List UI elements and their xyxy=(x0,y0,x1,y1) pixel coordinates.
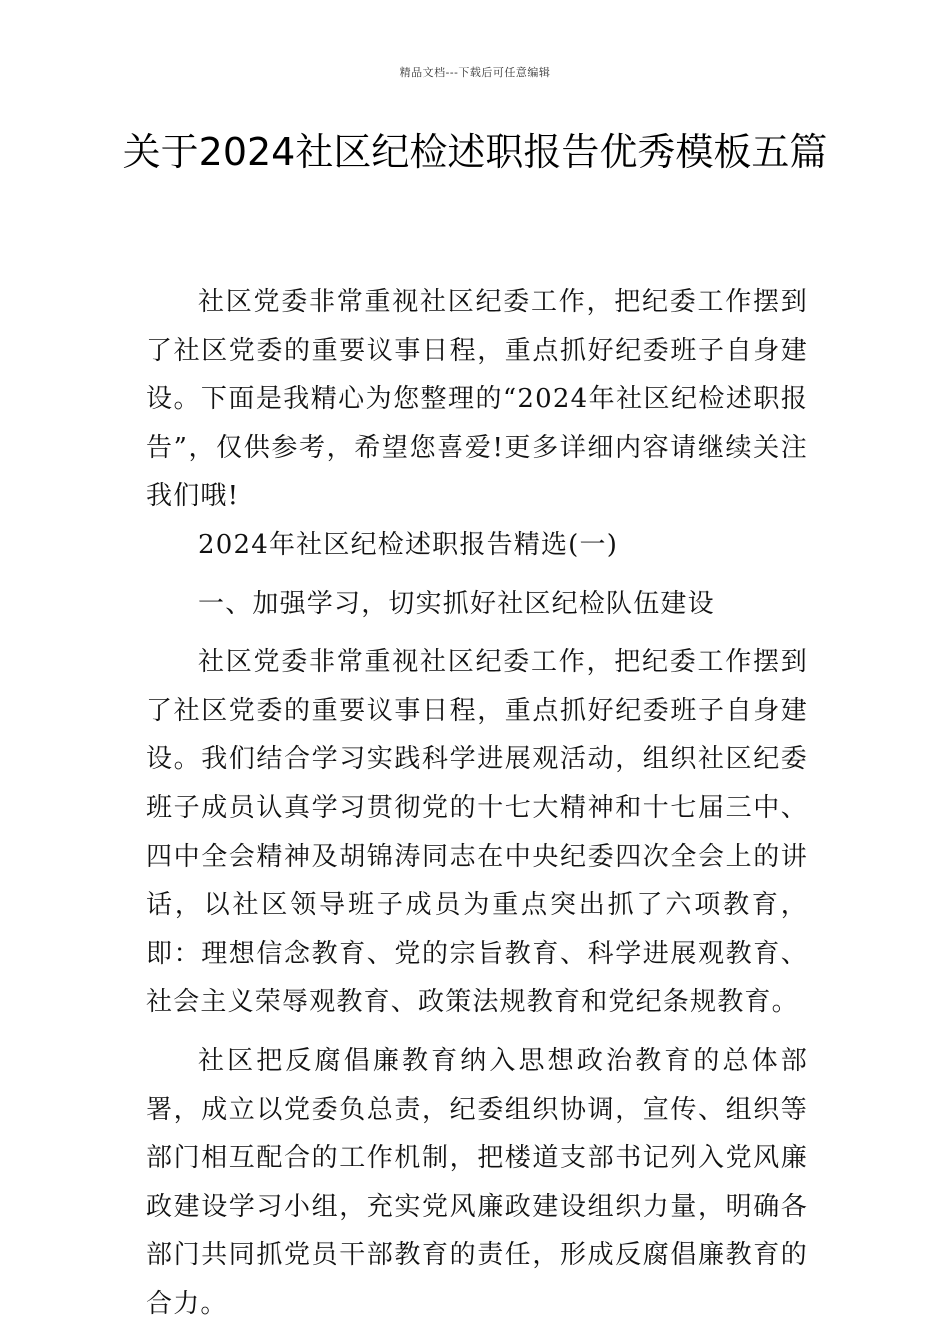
document-title: 关于2024社区纪检述职报告优秀模板五篇 xyxy=(122,130,828,174)
subsection-heading: 一、加强学习，切实抓好社区纪检队伍建设 xyxy=(198,588,715,619)
body-paragraph: 社区把反腐倡廉教育纳入思想政治教育的总体部署，成立以党委负总责，纪委组织协调，宣传、组织等部门相互配合的工作机制，把楼道支部书记列入党风廉政建设学习小组，充实党风廉政建设组织力量，明确各部门共同抓党员干部教育的责任，形成反腐倡廉教育的合力。 xyxy=(146,1045,808,1319)
body-paragraph: 社区党委非常重视社区纪委工作，把纪委工作摆到了社区党委的重要议事日程，重点抓好纪委班子自身建设。我们结合学习实践科学进展观活动，组织社区纪委班子成员认真学习贯彻党的十七大精神和十七届三中、四中全会精神及胡锦涛同志在中央纪委四次全会上的讲话，以社区领导班子成员为重点突出抓了六项教育，即：理想信念教育、党的宗旨教育、科学进展观教育、社会主义荣辱观教育、政策法规教育和党纪条规教育。 xyxy=(146,647,808,1018)
document-body xyxy=(146,278,808,1328)
header-watermark: 精品文档---下载后可任意编辑 xyxy=(399,66,551,79)
section-heading: 2024年社区纪检述职报告精选(一) xyxy=(198,529,619,560)
intro-paragraph: 社区党委非常重视社区纪委工作，把纪委工作摆到了社区党委的重要议事日程，重点抓好纪委班子自身建设。下面是我精心为您整理的“2024年社区纪检述职报告”，仅供参考，希望您喜爱!更多详细内容请继续关注我们哦! xyxy=(146,287,808,512)
